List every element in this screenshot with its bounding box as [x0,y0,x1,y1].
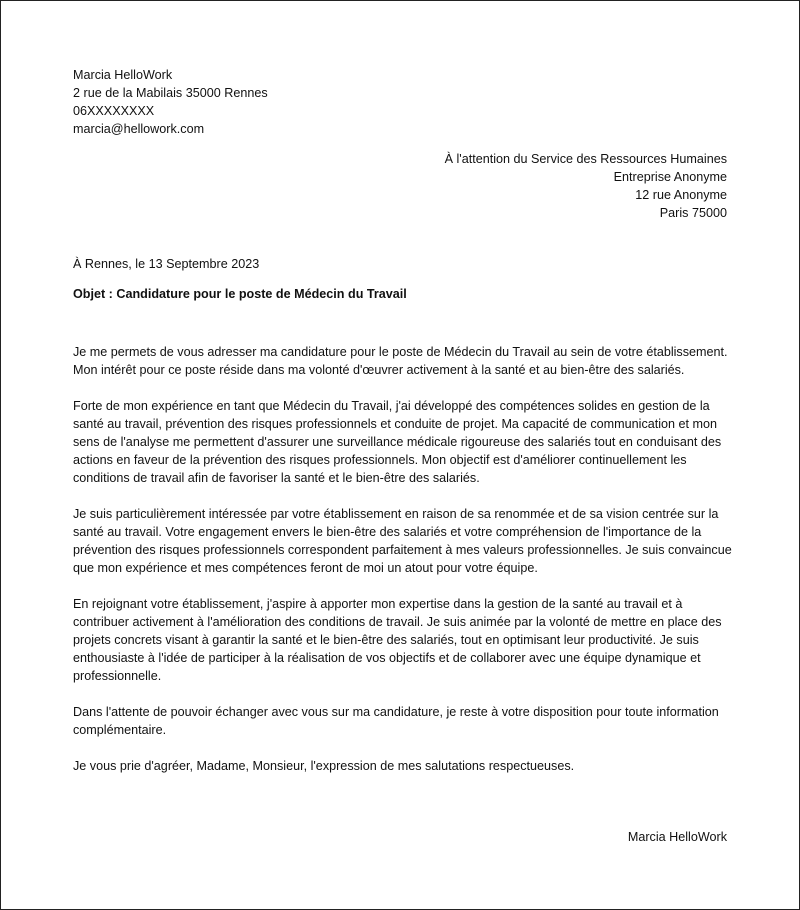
closing-paragraph: Je vous prie d'agréer, Madame, Monsieur, l'expression de mes salutations respectueuses. [73,759,575,773]
recipient-block [445,150,727,222]
body-paragraph: Je suis particulièrement intéressée par votre établissement en raison de sa renommée et de sa vision centrée sur la santé au travail. Votre engagement envers le bien-être des salariés et votre compréhension de l'importance de la prévention des risques professionnels correspondent parfaitement à mes valeurs professionnelles. Je suis convaincue que mon expérience et mes compétences feront de moi un atout pour votre équipe. [73,507,732,575]
body-paragraph: Forte de mon expérience en tant que Médecin du Travail, j'ai développé des compétences solides en gestion de la santé au travail, prévention des risques professionnels et conduite de projet. Ma capacité de communication et mon sens de l'analyse me permettent d'assurer une surveillance médicale rigoureuse des salariés tout en conduisant des actions en faveur de la prévention des risques professionnels. Mon objectif est d'améliorer continuellement les conditions de travail afin de favoriser la santé et le bien-être des salariés. [73,399,722,485]
sender-email: marcia@hellowork.com [73,122,205,136]
subject-line: Objet : Candidature pour le poste de Médecin du Travail [73,287,407,301]
recipient-company: Entreprise Anonyme [613,170,727,184]
date-line: À Rennes, le 13 Septembre 2023 [73,257,260,271]
recipient-street: 12 rue Anonyme [635,188,727,202]
letter-body [73,343,733,793]
body-paragraph: Je me permets de vous adresser ma candidature pour le poste de Médecin du Travail au sein de votre établissement. Mon intérêt pour ce poste réside dans ma volonté d'œuvrer activement à la santé et au bien-être des salariés. [73,345,728,377]
sender-phone: 06XXXXXXXX [73,104,155,118]
recipient-attention: À l'attention du Service des Ressources Humaines [444,152,727,166]
sender-block [73,66,268,138]
recipient-city: Paris 75000 [659,206,727,220]
sender-name: Marcia HelloWork [73,68,173,82]
body-paragraph: Dans l'attente de pouvoir échanger avec vous sur ma candidature, je reste à votre disposition pour toute information complémentaire. [73,705,719,737]
signature: Marcia HelloWork [627,830,727,844]
body-paragraph: En rejoignant votre établissement, j'aspire à apporter mon expertise dans la gestion de la santé au travail et à contribuer activement à l'amélioration des conditions de travail. Je suis animée par la volonté de mettre en place des projets concrets visant à garantir la santé et le bien-être des salariés, tout en optimisant leur productivité. Je suis enthousiaste à l'idée de participer à la réalisation de vos objectifs et de collaborer avec une équipe dynamique et professionnelle. [73,597,722,683]
sender-address: 2 rue de la Mabilais 35000 Rennes [73,86,268,100]
